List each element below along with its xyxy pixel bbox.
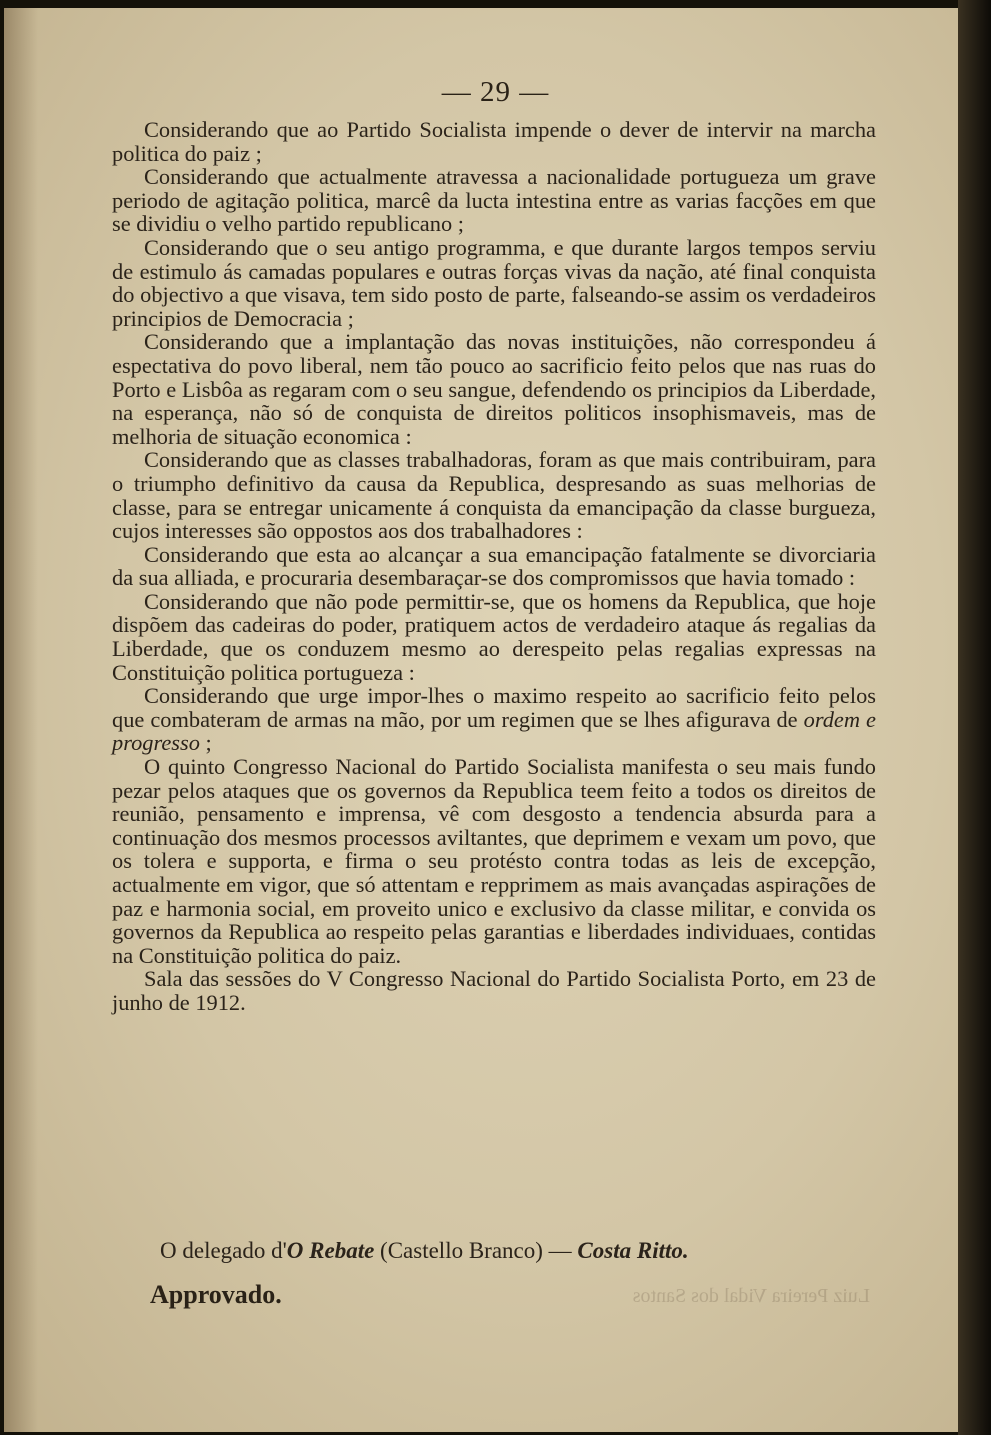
- page-shadow: [958, 0, 991, 1435]
- paragraph-8: [112, 684, 876, 755]
- paragraph-7: Considerando que não pode permittir-se, que os homens da Republica, que hoje dispõem das cadeiras do poder, pratiquem actos de verdadeiro ataque ás regalias da Liberdade, que os conduzem mesmo ao derespeito pelas regalias expressas na Constituição politica portugueza :: [112, 588, 876, 685]
- delegate-line: [160, 1238, 880, 1264]
- delegate-place: (Castello Branco) —: [374, 1238, 578, 1263]
- italic-phrase: ordem e progresso: [112, 706, 876, 756]
- paragraph-8-text: Considerando que urge impor-lhes o maximo respeito ao sacrificio feito pelos que combateram de armas na mão, por um regimen que se lhes afigurava de: [112, 683, 876, 732]
- page-binding-edge: [4, 8, 38, 1432]
- delegate-name: Costa Ritto.: [577, 1238, 689, 1263]
- bleed-through-text: Luiz Pereira Vidal dos Santos: [632, 1285, 870, 1307]
- paragraph-5: Considerando que as classes trabalhadoras, foram as que mais contribuiram, para o triumpho definitivo da causa da Republica, despresando as suas melhorias de classe, para se entregar unicamente á conquista da emancipação da classe burgueza, cujos interesses são oppostos aos dos trabalhadores :: [112, 447, 876, 544]
- paragraph-signature-place: Sala das sessões do V Congresso Nacional do Partido Socialista Porto, em 23 de junho de 1912.: [112, 966, 876, 1015]
- main-text: [112, 118, 876, 1015]
- paragraph-8-end: ;: [199, 730, 212, 756]
- paragraph-6: Considerando que esta ao alcançar a sua emancipação fatalmente se divorciaria da sua alliada, e procuraria desembaraçar-se dos compromissos que havia tomado :: [112, 541, 876, 591]
- paragraph-1: Considerando que ao Partido Socialista impende o dever de intervir na marcha politica do paiz ;: [112, 117, 876, 166]
- paragraph-2: Considerando que actualmente atravessa a nacionalidade portugueza um grave periodo de agitação politica, marcê da lucta intestina entre as varias facções em que se dividiu o velho partido republicano ;: [112, 164, 876, 237]
- approved-label: Approvado.: [150, 1280, 282, 1309]
- delegate-prefix: O delegado d': [160, 1238, 287, 1263]
- paragraph-3: Considerando que o seu antigo programma, e que durante largos tempos serviu de estimulo ás camadas populares e outras forças vivas da nação, até final conquista do objectivo a que visava, tem sido posto de parte, falseando-se assim os verdadeiros principios de Democracia ;: [112, 234, 876, 331]
- delegate-newspaper: O Rebate: [286, 1238, 375, 1263]
- paragraph-resolution: O quinto Congresso Nacional do Partido Socialista manifesta o seu mais fundo pezar pelos ataques que os governos da Republica teem feito a todos os direitos de reunião, pensamento e imprensa, vê com desgosto a tendencia absurda para a continuação dos mesmos processos aviltantes, que deprimem e vexam um povo, que os tolera e supporta, e firma o seu protésto contra todas as leis de excepção, actualmente em vigor, que só attentam e repprimem as mais avançadas aspirações de paz e harmonia social, em proveito unico e exclusivo da classe militar, e convida os governos da Republica ao respeito pelas garantias e liberdades individuaes, contidas na Constituição politica do paiz.: [112, 754, 876, 968]
- paragraph-4: Considerando que a implantação das novas instituições, não correspondeu á espectativa do povo liberal, nem tão pouco ao sacrificio feito pelos que nas ruas do Porto e Lisbôa as regaram com o seu sangue, defendendo os principios da Liberdade, na esperança, não só de conquista de direitos politicos insophismaveis, mas de melhoria de situação economica :: [112, 329, 876, 449]
- page-number: — 29 —: [441, 76, 550, 108]
